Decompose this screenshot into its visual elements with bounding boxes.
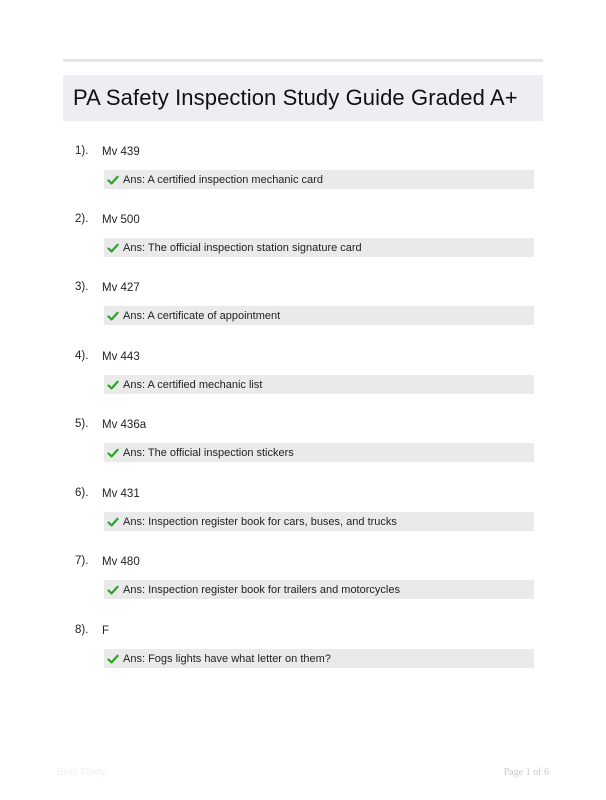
check-icon <box>107 584 119 596</box>
question-number: 8). <box>75 624 89 636</box>
question-text: Mv 427 <box>102 282 140 294</box>
check-icon <box>107 242 119 254</box>
question-number: 5). <box>75 418 89 430</box>
page-title: PA Safety Inspection Study Guide Graded A+ <box>73 85 518 110</box>
question-text: Mv 480 <box>102 556 140 568</box>
question-text: F <box>102 625 110 637</box>
question-text: Mv 500 <box>102 214 140 226</box>
answer-box <box>104 580 534 599</box>
answer-text: Ans: Inspection register book for cars, buses, and trucks <box>123 515 397 528</box>
top-divider <box>63 59 543 62</box>
title-banner <box>63 75 543 121</box>
question-text: Mv 439 <box>102 146 140 158</box>
answer-text: Ans: Fogs lights have what letter on them? <box>123 652 331 665</box>
question-number: 2). <box>75 213 89 225</box>
answer-box <box>104 238 534 257</box>
answer-box <box>104 306 534 325</box>
answer-box <box>104 443 534 462</box>
check-icon <box>107 310 119 322</box>
question-number: 3). <box>75 281 89 293</box>
question-number: 4). <box>75 350 89 362</box>
answer-box <box>104 170 534 189</box>
answer-box <box>104 512 534 531</box>
question-item <box>63 281 543 331</box>
question-item <box>63 213 543 263</box>
answer-text: Ans: Inspection register book for trailers and motorcycles <box>123 583 400 596</box>
question-number: 7). <box>75 555 89 567</box>
check-icon <box>107 447 119 459</box>
question-number: 6). <box>75 487 89 499</box>
answer-text: Ans: A certificate of appointment <box>123 309 281 322</box>
check-icon <box>107 174 119 186</box>
question-item <box>63 145 543 195</box>
question-item <box>63 624 543 674</box>
answer-text: Ans: The official inspection station signature card <box>123 241 362 254</box>
page-indicator: Page 1 of 6 <box>503 767 549 778</box>
answer-box <box>104 649 534 668</box>
answer-box <box>104 375 534 394</box>
check-icon <box>107 379 119 391</box>
question-number: 1). <box>75 145 89 157</box>
question-item <box>63 487 543 537</box>
question-item <box>63 350 543 400</box>
footer-watermark: Best Study <box>57 767 106 778</box>
question-item <box>63 418 543 468</box>
answer-text: Ans: A certified mechanic list <box>123 378 263 391</box>
check-icon <box>107 516 119 528</box>
question-item <box>63 555 543 605</box>
question-text: Mv 443 <box>102 351 140 363</box>
question-text: Mv 436a <box>102 419 147 431</box>
question-text: Mv 431 <box>102 488 140 500</box>
answer-text: Ans: The official inspection stickers <box>123 446 294 459</box>
answer-text: Ans: A certified inspection mechanic card <box>123 173 323 186</box>
check-icon <box>107 653 119 665</box>
